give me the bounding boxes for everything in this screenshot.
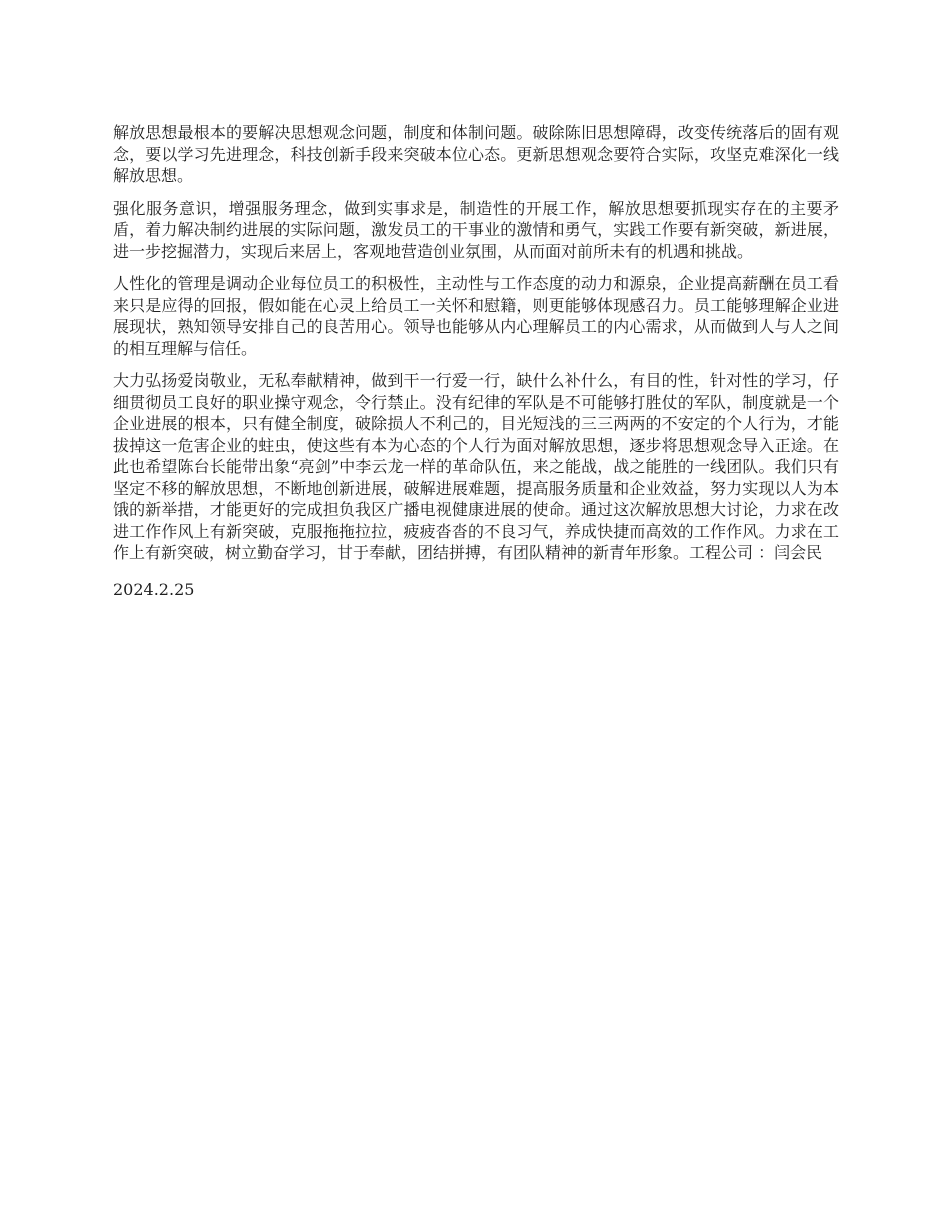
document-date: 2024.2.25 — [113, 579, 195, 599]
paragraph-3: 人性化的管理是调动企业每位员工的积极性，主动性与工作态度的动力和源泉，企业提高薪酬在员工看来只是应得的回报，假如能在心灵上给员工一关怀和慰籍，则更能够体现感召力。员工能够理解企业进展现状，熟知领导安排自己的良苦用心。领导也能够从内心理解员工的内心需求，从而做到人与人之间的相互理解与信任。 — [113, 274, 839, 358]
document-body — [113, 122, 839, 600]
paragraph-2: 强化服务意识，增强服务理念，做到实事求是，制造性的开展工作，解放思想要抓现实存在的主要矛盾，着力解决制约进展的实际问题，激发员工的干事业的激情和勇气，实践工作要有新突破，新进展，进一步挖掘潜力，实现后来居上，客观地营造创业氛围，从而面对前所未有的机遇和挑战。 — [113, 198, 839, 261]
paragraph-4: 大力弘扬爱岗敬业，无私奉献精神，做到干一行爱一行，缺什么补什么，有目的性，针对性的学习，仔细贯彻员工良好的职业操守观念，令行禁止。没有纪律的军队是不可能够打胜仗的军队，制度就是一个企业进展的根本，只有健全制度，破除损人不利己的，目光短浅的三三两两的不安定的个人行为，才能拔掉这一危害企业的蛀虫，使这些有本为心态的个人行为面对解放思想，逐步将思想观念导入正途。在此也希望陈台长能带出象“亮剑”中李云龙一样的革命队伍，来之能战，战之能胜的一线团队。我们只有坚定不移的解放思想，不断地创新进展，破解进展难题，提高服务质量和企业效益，努力实现以人为本饿的新举措，才能更好的完成担负我区广播电视健康进展的使命。通过这次解放思想大讨论，力求在改进工作作风上有新突破，克服拖拖拉拉，疲疲沓沓的不良习气，养成快捷而高效的工作作风。力求在工作上有新突破，树立勤奋学习，甘于奉献，团结拼搏，有团队精神的新青年形象。工程公司 ：闫会民 — [113, 371, 839, 562]
paragraph-1: 解放思想最根本的要解决思想观念问题，制度和体制问题。破除陈旧思想障碍，改变传统落后的固有观念，要以学习先进理念，科技创新手段来突破本位心态。更新思想观念要符合实际，攻坚克难深化一线解放思想。 — [113, 123, 839, 185]
